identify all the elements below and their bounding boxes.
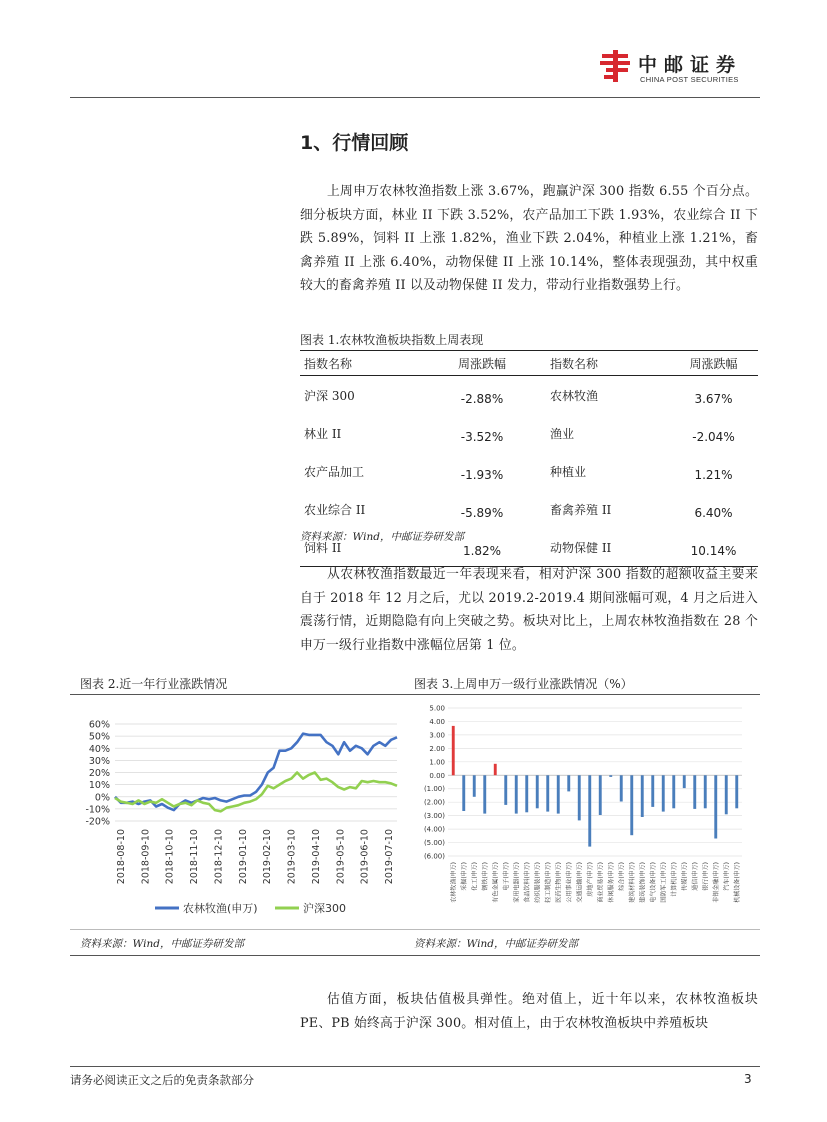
- x-tick-label: 钢铁(申万): [481, 862, 489, 891]
- figure3-caption: 图表 3.上周申万一级行业涨跌情况（%）: [414, 677, 633, 691]
- y-tick-label: 30%: [88, 755, 110, 767]
- x-tick-label: 2019-07-10: [384, 829, 395, 885]
- y-tick-label: 60%: [88, 719, 110, 731]
- x-tick-label: 汽车(申万): [723, 862, 731, 891]
- x-tick-label: 建筑装饰(申万): [639, 862, 647, 903]
- legend-label-0: 农林牧渔(申万): [183, 902, 258, 915]
- bar: [504, 775, 507, 805]
- x-tick-label: 有色金属(申万): [492, 862, 500, 903]
- bar: [609, 775, 612, 777]
- table-cell: -2.88%: [460, 392, 504, 406]
- y-tick-label: 0%: [94, 792, 110, 804]
- table-row: [300, 414, 758, 452]
- x-tick-label: 2018-08-10: [116, 829, 127, 885]
- x-tick-label: 2018-10-10: [164, 829, 176, 885]
- x-tick-label: 计算机(申万): [670, 862, 678, 897]
- paragraph-excess-return: [300, 563, 758, 657]
- table-cell: 动物保健 II: [536, 528, 669, 567]
- y-tick-label: 4.00: [429, 717, 445, 726]
- y-tick-label: 1.00: [429, 758, 445, 767]
- table-cell: 林业 II: [304, 426, 342, 441]
- bar: [588, 775, 591, 846]
- y-tick-label: (5.00): [423, 839, 445, 848]
- x-tick-label: 传媒(申万): [681, 862, 689, 891]
- table-cell: 10.14%: [669, 528, 758, 567]
- x-tick-label: 2019-03-10: [286, 829, 298, 885]
- figure2-caption: 图表 2.近一年行业涨跌情况: [80, 677, 228, 691]
- paragraph-3-text: 估值方面，板块估值极具弹性。绝对值上，近十年以来，农林牧渔板块 PE、PB 始终高于沪深 300。相对值上，由于农林牧渔板块中养殖板块: [300, 992, 758, 1031]
- x-tick-label: 2019-04-10: [310, 829, 322, 885]
- table-cell: -3.52%: [460, 430, 504, 444]
- x-tick-label: 2018-09-10: [140, 829, 152, 885]
- bar: [567, 775, 570, 791]
- bar: [473, 775, 476, 797]
- y-tick-label: (3.00): [423, 812, 445, 821]
- bar: [714, 775, 717, 838]
- table1-source: 资料来源：Wind，中邮证券研发部: [300, 531, 464, 543]
- china-post-logo-icon: [598, 48, 634, 84]
- bar: [735, 775, 738, 808]
- figure-bottom-rule: [70, 929, 760, 930]
- x-tick-label: 纺织服装(申万): [534, 862, 542, 903]
- x-tick-label: 2018-11-10: [189, 829, 201, 885]
- table-row: [300, 376, 758, 415]
- y-tick-label: 50%: [88, 731, 110, 743]
- x-tick-label: 2019-05-10: [335, 829, 347, 885]
- x-tick-label: 机械设备(申万): [733, 862, 741, 903]
- brand-logo: [598, 48, 758, 88]
- bar: [630, 775, 633, 835]
- bar: [683, 775, 686, 788]
- col-header: 指数名称: [536, 351, 669, 376]
- table-cell: 渔业: [550, 426, 575, 441]
- x-tick-label: 公用事业(申万): [565, 862, 573, 903]
- figure3-source: 资料来源：Wind，中邮证券研发部: [414, 938, 578, 950]
- x-tick-label: 休闲服务(申万): [607, 862, 615, 903]
- y-tick-label: 3.00: [429, 731, 445, 740]
- line-chart: [75, 700, 405, 930]
- paragraph-valuation: [300, 988, 758, 1035]
- legend-label-1: 沪深300: [303, 902, 346, 915]
- x-tick-label: 电气设备(申万): [649, 862, 657, 903]
- logo-cn-text: 中邮证券: [638, 54, 743, 76]
- bar: [672, 775, 675, 808]
- x-tick-label: 综合(申万): [618, 862, 626, 891]
- x-tick-label: 化工(申万): [471, 862, 479, 891]
- section-title: 1、行情回顾: [300, 132, 409, 154]
- paragraph-2-text: 从农林牧渔指数最近一年表现来看，相对沪深 300 指数的超额收益主要来自于 2018 年 12 月之后，尤以 2019.2-2019.4 期间涨幅可观，4 月之后进入震荡行情，近期隐隐有向上突破之势。板块对比上，上周农林牧渔指数在 28 个申万一级行业指数中涨幅位居第 1 位。: [300, 567, 758, 653]
- bar: [641, 775, 644, 817]
- x-tick-label: 房地产(申万): [586, 862, 594, 897]
- table-cell: 1.82%: [428, 528, 536, 567]
- y-tick-label: (2.00): [423, 798, 445, 807]
- table-cell: 种植业: [550, 464, 587, 479]
- footer-disclaimer: 请务必阅读正文之后的免责条款部分: [70, 1073, 254, 1087]
- x-tick-label: 商业贸易(申万): [597, 862, 605, 903]
- table-cell: 6.40%: [694, 506, 733, 520]
- y-tick-label: (1.00): [423, 785, 445, 794]
- page-number: 3: [744, 1072, 752, 1086]
- y-tick-label: -20%: [85, 816, 110, 828]
- bar: [693, 775, 696, 809]
- header-divider: [70, 97, 760, 98]
- table-row: [300, 490, 758, 528]
- bar-chart: [412, 700, 752, 930]
- table-cell: 农林牧渔: [550, 388, 599, 403]
- bar: [578, 775, 581, 820]
- bar: [651, 775, 654, 807]
- x-tick-label: 通信(申万): [691, 862, 699, 891]
- bar: [704, 775, 707, 808]
- bar: [462, 775, 465, 811]
- y-tick-label: 0.00: [429, 771, 445, 780]
- table-cell: 农业综合 II: [304, 502, 366, 517]
- x-tick-label: 2019-01-10: [237, 829, 249, 885]
- bar: [662, 775, 665, 811]
- bar: [546, 775, 549, 811]
- x-tick-label: 采掘(申万): [460, 862, 468, 891]
- y-tick-label: 2.00: [429, 744, 445, 753]
- x-tick-label: 电子(申万): [502, 862, 510, 891]
- x-tick-label: 国防军工(申万): [660, 862, 668, 903]
- y-tick-label: -10%: [85, 804, 110, 816]
- x-tick-label: 2019-06-10: [359, 829, 371, 885]
- x-tick-label: 医药生物(申万): [555, 862, 563, 903]
- table-cell: -1.93%: [460, 468, 504, 482]
- x-tick-label: 家用电器(申万): [513, 862, 521, 903]
- x-tick-label: 农林牧渔(申万): [450, 862, 458, 903]
- bar: [725, 775, 728, 814]
- bar: [620, 775, 623, 801]
- paragraph-market-review: [300, 180, 758, 298]
- x-tick-label: 银行(申万): [702, 862, 710, 891]
- bar: [557, 775, 560, 813]
- figure2-source: 资料来源：Wind，中邮证券研发部: [80, 938, 244, 950]
- x-tick-label: 2019-02-10: [262, 829, 274, 885]
- y-tick-label: 10%: [88, 780, 110, 792]
- bar: [483, 775, 486, 813]
- col-header: 指数名称: [300, 351, 428, 376]
- y-tick-label: (4.00): [423, 825, 445, 834]
- x-tick-label: 非银金融(申万): [712, 862, 720, 903]
- y-tick-label: (6.00): [423, 852, 445, 861]
- table-header-row: [300, 351, 758, 376]
- table-cell: 畜禽养殖 II: [550, 502, 612, 517]
- bar: [494, 764, 497, 775]
- figure-top-rule: [70, 694, 760, 695]
- paragraph-1-text: 上周申万农林牧渔指数上涨 3.67%，跑赢沪深 300 指数 6.55 个百分点。细分板块方面，林业 II 下跌 3.52%，农产品加工下跌 1.93%，农业综合 II 下跌 5.89%，饲料 II 上涨 1.82%，渔业下跌 2.04%，种植业上涨 1.21%，畜禽养殖 II 上涨 6.40%，动物保健 II 上涨 10.14%，整体表现强劲，其中权重较大的畜禽养殖 II 以及动物保健 II 发力，带动行业指数强势上行。: [300, 184, 758, 293]
- footer-divider: [70, 1066, 760, 1067]
- y-tick-label: 40%: [88, 743, 110, 755]
- bar: [452, 726, 455, 775]
- table-row: [300, 452, 758, 490]
- y-tick-label: 5.00: [429, 704, 445, 713]
- bar: [536, 775, 539, 808]
- x-tick-label: 轻工制造(申万): [544, 862, 552, 903]
- table-cell: -2.04%: [692, 430, 735, 444]
- x-tick-label: 食品饮料(申万): [523, 862, 531, 903]
- table-cell: 饲料 II: [300, 528, 428, 567]
- y-tick-label: 20%: [88, 768, 110, 779]
- bar: [515, 775, 518, 813]
- col-header: 周涨跌幅: [428, 351, 536, 376]
- bar: [525, 775, 528, 812]
- bar: [599, 775, 602, 815]
- x-tick-label: 交通运输(申万): [576, 862, 584, 903]
- x-tick-label: 建筑材料(申万): [628, 862, 636, 903]
- table1-caption: 图表 1.农林牧渔板块指数上周表现: [300, 333, 484, 347]
- figure-source-rule: [70, 955, 760, 956]
- logo-en-text: CHINA POST SECURITIES: [640, 75, 739, 84]
- col-header: 周涨跌幅: [669, 351, 758, 376]
- table-cell: 1.21%: [694, 468, 733, 482]
- table-cell: 农产品加工: [304, 464, 365, 479]
- table-cell: -5.89%: [460, 506, 504, 520]
- table-cell: 3.67%: [694, 392, 733, 406]
- table-cell: 沪深 300: [304, 388, 355, 403]
- x-tick-label: 2018-12-10: [213, 829, 225, 885]
